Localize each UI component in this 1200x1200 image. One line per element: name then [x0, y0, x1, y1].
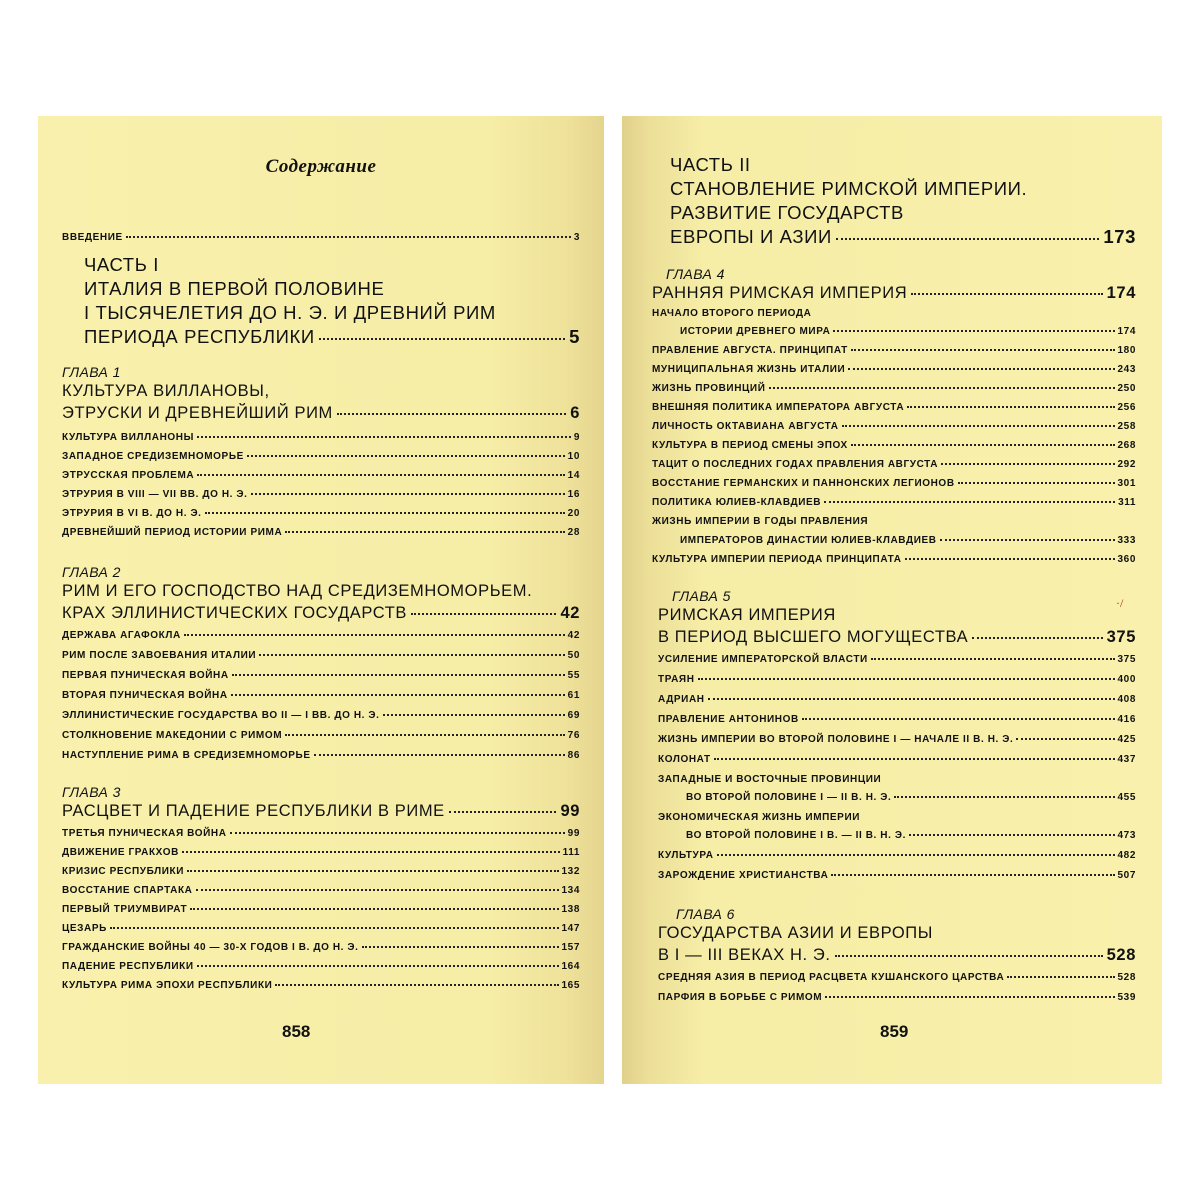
toc-entry: КУЛЬТУРА ВИЛЛАНОНЫ 9 [62, 432, 580, 443]
toc-entry: ГРАЖДАНСКИЕ ВОЙНЫ 40 — 30-Х ГОДОВ I В. ДО Н. Э. 157 [62, 942, 580, 953]
chapter-2-label: ГЛАВА 2 [62, 564, 121, 580]
toc-entry: РИМ ПОСЛЕ ЗАВОЕВАНИЯ ИТАЛИИ 50 [62, 650, 580, 661]
toc-entry: ЭЛЛИНИСТИЧЕСКИЕ ГОСУДАРСТВА ВО II — I ВВ. ДО Н. Э. 69 [62, 710, 580, 721]
toc-entry: ПАРФИЯ В БОРЬБЕ С РИМОМ 539 [658, 992, 1136, 1003]
part-2-title-last: ЕВРОПЫ И АЗИИ 173 [670, 226, 1136, 247]
toc-entry-line1: НАЧАЛО ВТОРОГО ПЕРИОДА [652, 308, 812, 319]
toc-entry-intro: ВВЕДЕНИЕ 3 [62, 232, 580, 243]
chapter-6-title: В I — III ВЕКАХ Н. Э. 528 [658, 946, 1136, 964]
toc-entry: КУЛЬТУРА 482 [658, 850, 1136, 861]
chapter-5-label: ГЛАВА 5 [672, 588, 731, 604]
toc-entry: АДРИАН 408 [658, 694, 1136, 705]
toc-entry: ИМПЕРАТОРОВ ДИНАСТИИ ЮЛИЕВ-КЛАВДИЕВ 333 [680, 535, 1136, 546]
part-1-title-last: ПЕРИОДА РЕСПУБЛИКИ 5 [84, 326, 580, 347]
chapter-4-label: ГЛАВА 4 [666, 266, 725, 282]
toc-entry: ВТОРАЯ ПУНИЧЕСКАЯ ВОЙНА 61 [62, 690, 580, 701]
toc-entry: ЭТРУРИЯ В VI В. ДО Н. Э. 20 [62, 508, 580, 519]
toc-entry: ТАЦИТ О ПОСЛЕДНИХ ГОДАХ ПРАВЛЕНИЯ АВГУСТА 292 [652, 459, 1136, 470]
toc-entry-line1: ЭКОНОМИЧЕСКАЯ ЖИЗНЬ ИМПЕРИИ [658, 812, 861, 823]
chapter-3-title: РАСЦВЕТ И ПАДЕНИЕ РЕСПУБЛИКИ В РИМЕ 99 [62, 802, 580, 820]
chapter-5-title: В ПЕРИОД ВЫСШЕГО МОГУЩЕСТВА 375 [658, 628, 1136, 646]
toc-entry: НАСТУПЛЕНИЕ РИМА В СРЕДИЗЕМНОМОРЬЕ 86 [62, 750, 580, 761]
toc-entry: СРЕДНЯЯ АЗИЯ В ПЕРИОД РАСЦВЕТА КУШАНСКОГО ЦАРСТВА 528 [658, 972, 1136, 983]
part-1-title-line: I ТЫСЯЧЕЛЕТИЯ ДО Н. Э. И ДРЕВНИЙ РИМ [84, 302, 496, 323]
page-number: 858 [282, 1022, 311, 1041]
toc-entry: ВОССТАНИЕ СПАРТАКА 134 [62, 885, 580, 896]
left-page [38, 116, 604, 1084]
left-toc [62, 116, 580, 1084]
contents-title: Содержание [265, 156, 377, 177]
chapter-1-title: ЭТРУСКИ И ДРЕВНЕЙШИЙ РИМ 6 [62, 404, 580, 422]
part-2-heading: ЧАСТЬ II [670, 154, 751, 175]
chapter-2-title: КРАХ ЭЛЛИНИСТИЧЕСКИХ ГОСУДАРСТВ 42 [62, 604, 580, 622]
toc-entry: ВНЕШНЯЯ ПОЛИТИКА ИМПЕРАТОРА АВГУСТА 256 [652, 402, 1136, 413]
toc-entry: ПЕРВАЯ ПУНИЧЕСКАЯ ВОЙНА 55 [62, 670, 580, 681]
toc-entry: ЛИЧНОСТЬ ОКТАВИАНА АВГУСТА 258 [652, 421, 1136, 432]
page-number: 859 [880, 1022, 909, 1041]
chapter-1-title: КУЛЬТУРА ВИЛЛАНОВЫ, [62, 382, 270, 400]
toc-entry: ТРАЯН 400 [658, 674, 1136, 685]
chapter-1-label: ГЛАВА 1 [62, 364, 121, 380]
toc-entry: ЖИЗНЬ ПРОВИНЦИЙ 250 [652, 383, 1136, 394]
part-2-title-line: СТАНОВЛЕНИЕ РИМСКОЙ ИМПЕРИИ. [670, 178, 1028, 199]
toc-entry: ПЕРВЫЙ ТРИУМВИРАТ 138 [62, 904, 580, 915]
chapter-6-title: ГОСУДАРСТВА АЗИИ И ЕВРОПЫ [658, 924, 933, 942]
toc-entry: ЭТРУССКАЯ ПРОБЛЕМА 14 [62, 470, 580, 481]
chapter-2-title: РИМ И ЕГО ГОСПОДСТВО НАД СРЕДИЗЕМНОМОРЬЕМ. [62, 582, 533, 600]
part-1-title-line: ИТАЛИЯ В ПЕРВОЙ ПОЛОВИНЕ [84, 278, 385, 299]
toc-entry: ВОССТАНИЕ ГЕРМАНСКИХ И ПАННОНСКИХ ЛЕГИОНОВ 301 [652, 478, 1136, 489]
toc-entry: ВО ВТОРОЙ ПОЛОВИНЕ I В. — II В. Н. Э. 473 [686, 830, 1136, 841]
toc-entry: КУЛЬТУРА ИМПЕРИИ ПЕРИОДА ПРИНЦИПАТА 360 [652, 554, 1136, 565]
right-toc [652, 116, 1136, 1084]
chapter-5-title: РИМСКАЯ ИМПЕРИЯ [658, 606, 836, 624]
toc-entry-line1: ЗАПАДНЫЕ И ВОСТОЧНЫЕ ПРОВИНЦИИ [658, 774, 882, 785]
toc-entry: ДРЕВНЕЙШИЙ ПЕРИОД ИСТОРИИ РИМА 28 [62, 527, 580, 538]
chapter-6-label: ГЛАВА 6 [676, 906, 735, 922]
toc-entry: СТОЛКНОВЕНИЕ МАКЕДОНИИ С РИМОМ 76 [62, 730, 580, 741]
toc-entry: ЗАПАДНОЕ СРЕДИЗЕМНОМОРЬЕ 10 [62, 451, 580, 462]
toc-entry: ПОЛИТИКА ЮЛИЕВ-КЛАВДИЕВ 311 [652, 497, 1136, 508]
toc-entry: КОЛОНАТ 437 [658, 754, 1136, 765]
toc-entry: ЗАРОЖДЕНИЕ ХРИСТИАНСТВА 507 [658, 870, 1136, 881]
right-page [622, 116, 1162, 1084]
toc-entry: ПРАВЛЕНИЕ АНТОНИНОВ 416 [658, 714, 1136, 725]
toc-entry: ПАДЕНИЕ РЕСПУБЛИКИ 164 [62, 961, 580, 972]
part-2-title-line: РАЗВИТИЕ ГОСУДАРСТВ [670, 202, 904, 223]
toc-entry: ЖИЗНЬ ИМПЕРИИ ВО ВТОРОЙ ПОЛОВИНЕ I — НАЧАЛЕ II В. Н. Э. 425 [658, 734, 1136, 745]
toc-entry-line1: ЖИЗНЬ ИМПЕРИИ В ГОДЫ ПРАВЛЕНИЯ [652, 516, 869, 527]
part-1-heading: ЧАСТЬ I [84, 254, 159, 275]
toc-entry: ДВИЖЕНИЕ ГРАКХОВ 111 [62, 847, 580, 858]
toc-entry: МУНИЦИПАЛЬНАЯ ЖИЗНЬ ИТАЛИИ 243 [652, 364, 1136, 375]
chapter-4-title: РАННЯЯ РИМСКАЯ ИМПЕРИЯ 174 [652, 284, 1136, 302]
toc-entry: КРИЗИС РЕСПУБЛИКИ 132 [62, 866, 580, 877]
ink-speck: ·/ [1116, 596, 1124, 610]
toc-entry: ТРЕТЬЯ ПУНИЧЕСКАЯ ВОЙНА 99 [62, 828, 580, 839]
toc-entry: ЭТРУРИЯ В VIII — VII ВВ. ДО Н. Э. 16 [62, 489, 580, 500]
toc-entry: ЦЕЗАРЬ 147 [62, 923, 580, 934]
toc-entry: УСИЛЕНИЕ ИМПЕРАТОРСКОЙ ВЛАСТИ 375 [658, 654, 1136, 665]
chapter-3-label: ГЛАВА 3 [62, 784, 121, 800]
toc-entry: ДЕРЖАВА АГАФОКЛА 42 [62, 630, 580, 641]
toc-entry: ПРАВЛЕНИЕ АВГУСТА. ПРИНЦИПАТ 180 [652, 345, 1136, 356]
toc-entry: КУЛЬТУРА В ПЕРИОД СМЕНЫ ЭПОХ 268 [652, 440, 1136, 451]
toc-entry: ВО ВТОРОЙ ПОЛОВИНЕ I — II В. Н. Э. 455 [686, 792, 1136, 803]
toc-entry: ИСТОРИИ ДРЕВНЕГО МИРА 174 [680, 326, 1136, 337]
toc-entry: КУЛЬТУРА РИМА ЭПОХИ РЕСПУБЛИКИ 165 [62, 980, 580, 991]
